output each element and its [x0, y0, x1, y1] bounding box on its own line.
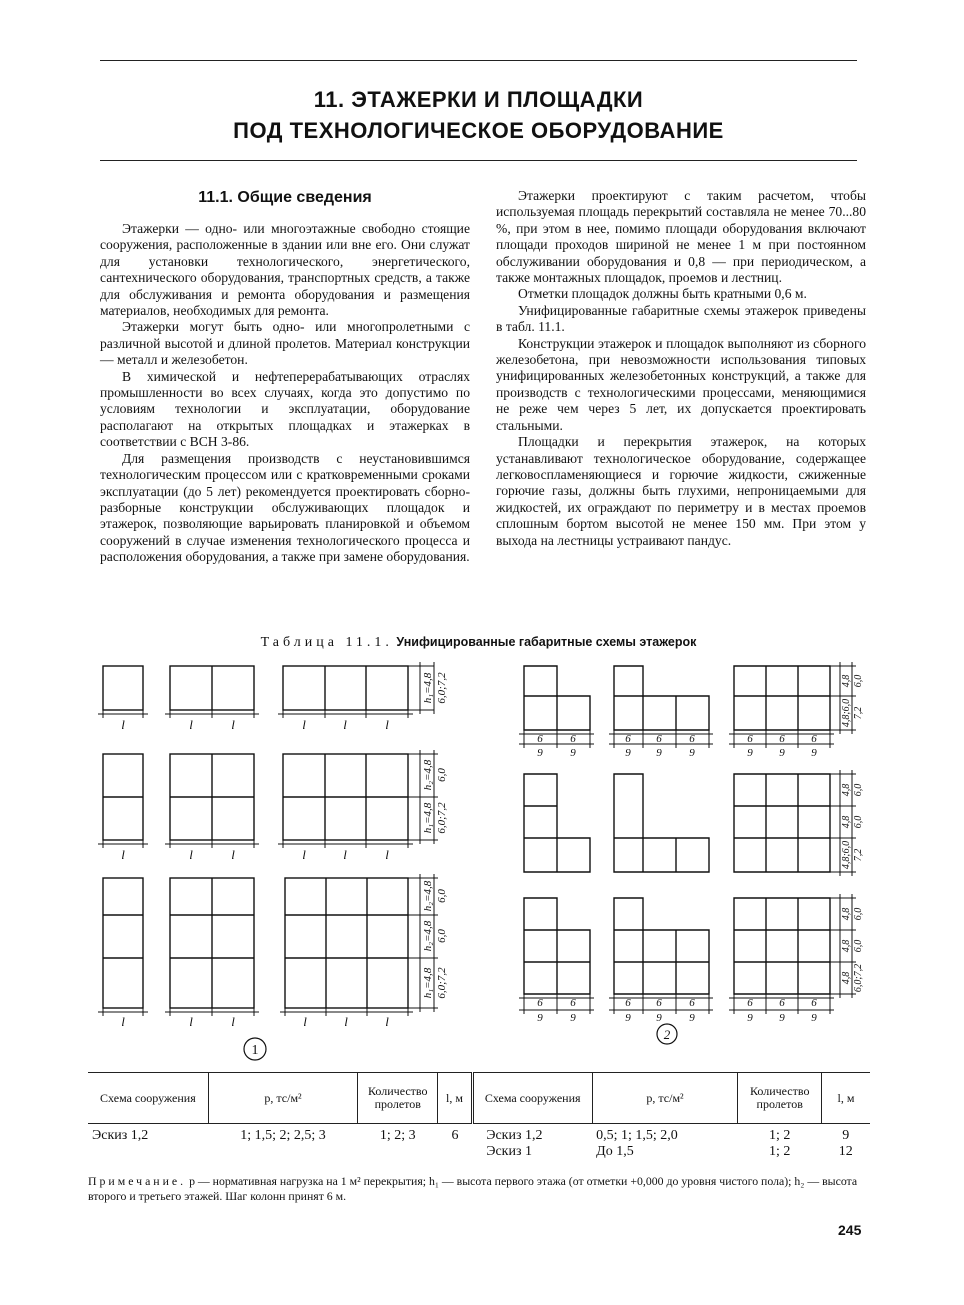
table-cell: 9 — [842, 1128, 850, 1143]
span-6-label: 6 — [747, 997, 753, 1009]
chapter-bottom-rule — [100, 160, 857, 161]
span-9-label: 9 — [625, 1012, 631, 1024]
span-6-label: 6 — [689, 997, 695, 1009]
span-label: l — [385, 717, 389, 732]
sketch-2-number: 2 — [663, 1027, 671, 1042]
span-label: l — [385, 1014, 389, 1029]
paragraph: Для размещения производств с неустановившимся технологическим процессом или с кратковременными сроками эксплуатации (до 5 лет) рекомендуется проектировать сборно-разборные конструкции обслуживающих площадок и этажерок, позволяющие варьировать планировкой и объемом сооружений в случае изменения технологического процесса и расположения оборудования, а также при замене оборудования. — [100, 450, 470, 565]
span-label: l — [343, 717, 347, 732]
span-6-label: 6 — [656, 997, 662, 1009]
schemes-table — [88, 1072, 870, 1160]
span-label: l — [302, 717, 306, 732]
table-caption-title: Унифицированные габаритные схемы этажерок — [396, 635, 697, 649]
paragraph: Этажерки проектируют с таким расчетом, чтобы используемая площадь перекрытий составляла не менее 70...80 %, при этом в нее, помимо площади оборудования включают площади проходов шириной не менее 1 м при постоянном обслуживании оборудования и 0,8 — при периодическом, а также монтажных площадок, проемов и лестниц. — [496, 188, 866, 286]
span-9-label: 9 — [570, 1012, 576, 1024]
left-column — [100, 221, 470, 566]
span-label: l — [121, 847, 125, 862]
span-9-label: 9 — [570, 747, 576, 759]
span-label: l — [343, 847, 347, 862]
top-rule — [100, 60, 857, 61]
span-6-label: 6 — [537, 997, 543, 1009]
span-9-label: 9 — [625, 747, 631, 759]
height-dimension: h₂=4,8 — [422, 759, 434, 791]
paragraph: Этажерки — одно- или многоэтажные свободно стоящие сооружения, расположенные в здании или вне его. Они служат для установки технологического, энергетического, сантехнического оборудования, транспортных средств, а также для обслуживания и ремонта оборудования и размещения материалов, необходимых для ремонта. — [100, 221, 470, 319]
table-row — [88, 1124, 870, 1145]
height-dimension: 6,0;7,2 — [436, 967, 448, 999]
table-header: l, м — [822, 1073, 870, 1124]
chapter-title-line2: ПОД ТЕХНОЛОГИЧЕСКОЕ ОБОРУДОВАНИЕ — [233, 118, 724, 143]
span-label: l — [385, 847, 389, 862]
span-9-label: 9 — [747, 747, 753, 759]
span-9-label: 9 — [537, 747, 543, 759]
paragraph: Этажерки могут быть одно- или многопролетными с различной высотой и длиной пролетов. Материал конструкции — металл и железобетон. — [100, 319, 470, 368]
span-label: l — [231, 847, 235, 862]
span-9-label: 9 — [656, 747, 662, 759]
span-9-label: 9 — [537, 1012, 543, 1024]
height-dimension: 6,0 — [853, 939, 864, 953]
sketch-1-number: 1 — [251, 1043, 259, 1058]
span-6-label: 6 — [625, 997, 631, 1009]
chapter-title-line1: 11. ЭТАЖЕРКИ И ПЛОЩАДКИ — [313, 87, 644, 112]
table-header: l, м — [438, 1073, 473, 1124]
height-dimension: 6,0 — [436, 929, 448, 943]
table-cell — [438, 1144, 473, 1160]
height-dimension: h₂=4,8 — [422, 880, 434, 912]
span-6-label: 6 — [570, 733, 576, 745]
span-9-label: 9 — [747, 1012, 753, 1024]
span-9-label: 9 — [656, 1012, 662, 1024]
span-label: l — [344, 1014, 348, 1029]
span-label: l — [189, 1014, 193, 1029]
paragraph: В химической и нефтеперерабатывающих отраслях промышленности во всех случаях, когда это допустимо по условиям технологии и эксплуатации, оборудование располагают на открытых площадках и этажерках в соответствии с ВСН 3-86. — [100, 368, 470, 450]
table-header: p, тс/м² — [592, 1073, 738, 1124]
table-header: Количество пролетов — [738, 1073, 822, 1124]
height-dimension: 6,0 — [853, 815, 864, 829]
height-dimension: 6,0 — [436, 889, 448, 903]
span-6-label: 6 — [625, 733, 631, 745]
span-label: l — [302, 847, 306, 862]
height-dimension: 4,8 — [841, 907, 852, 921]
height-dimension: 6,0;7,2 — [436, 802, 448, 834]
height-dimension: 4,8 — [841, 674, 852, 688]
table-cell: Эскиз 1,2 — [486, 1128, 543, 1143]
note-label: Примечание. — [88, 1174, 187, 1188]
span-6-label: 6 — [779, 733, 785, 745]
page-number: 245 — [838, 1222, 862, 1238]
span-6-label: 6 — [656, 733, 662, 745]
span-9-label: 9 — [779, 1012, 785, 1024]
height-dimension: 4,8 — [841, 815, 852, 829]
paragraph: Отметки площадок должны быть кратными 0,6 м. — [518, 286, 807, 302]
paragraph: Конструкции этажерок и площадок выполняют из сборного железобетона, при невозможности использования типовых унифицированных железобетонных конструкций, а также для производств с технологическими процессами, меняющимися не реже чем через 5 лет, их допускается проектировать стальными. — [496, 335, 866, 433]
section-title: 11.1. Общие сведения — [198, 189, 372, 206]
span-9-label: 9 — [779, 747, 785, 759]
table-cell: 0,5; 1; 1,5; 2,0 — [596, 1128, 678, 1143]
height-dimension: 4,8 — [841, 939, 852, 953]
span-label: l — [189, 717, 193, 732]
height-dimension: h₂=4,8 — [422, 920, 434, 952]
span-6-label: 6 — [689, 733, 695, 745]
span-label: l — [303, 1014, 307, 1029]
frame-schemes-diagram — [0, 655, 964, 1075]
height-dimension: 7,2 — [853, 848, 864, 862]
table-cell: До 1,5 — [596, 1144, 634, 1159]
height-dimension: 4,8 — [841, 971, 852, 985]
height-dimension: 6,0 — [853, 907, 864, 921]
table-note — [88, 1174, 870, 1204]
table-cell — [358, 1144, 438, 1160]
right-column — [496, 188, 866, 549]
height-dimension: 6,0 — [853, 674, 864, 688]
height-dimension: h₁=4,8 — [422, 967, 434, 999]
span-9-label: 9 — [811, 1012, 817, 1024]
height-dimension: h₁=4,8 — [422, 802, 434, 834]
table-header: Схема сооружения — [88, 1073, 208, 1124]
table-header: Количество пролетов — [358, 1073, 438, 1124]
height-dimension: 6,0 — [436, 768, 448, 782]
height-dimension: 6,0;7,2 — [436, 672, 448, 704]
table-cell: Эскиз 1,2 — [92, 1128, 149, 1143]
note-text: p — нормативная нагрузка на 1 м² перекрытия; h₁ — высота первого этажа (от отметки +0,000 до уровня чистого пола); h₂ — высота второго и третьего этажей. Шаг колонн принят 6 м. — [88, 1174, 858, 1203]
span-6-label: 6 — [811, 733, 817, 745]
table-cell: 1; 2 — [769, 1128, 791, 1143]
span-label: l — [189, 847, 193, 862]
paragraph: Унифицированные габаритные схемы этажерок приведены в табл. 11.1. — [496, 302, 866, 335]
height-dimension: 4,8;6,0 — [841, 698, 852, 728]
span-9-label: 9 — [689, 747, 695, 759]
span-6-label: 6 — [570, 997, 576, 1009]
span-label: l — [231, 717, 235, 732]
table-header: Схема сооружения — [472, 1073, 592, 1124]
table-header: p, тс/м² — [208, 1073, 357, 1124]
span-9-label: 9 — [811, 747, 817, 759]
span-label: l — [121, 717, 125, 732]
chapter-title — [100, 84, 857, 146]
span-6-label: 6 — [747, 733, 753, 745]
table-cell: 1; 1,5; 2; 2,5; 3 — [240, 1128, 326, 1143]
span-6-label: 6 — [779, 997, 785, 1009]
span-6-label: 6 — [537, 733, 543, 745]
table-cell: 1; 2 — [769, 1144, 791, 1159]
height-dimension: 6,0 — [853, 783, 864, 797]
table-cell: 1; 2; 3 — [379, 1128, 416, 1143]
table-caption-prefix: Таблица 11.1. — [260, 635, 393, 650]
height-dimension: 7,2 — [853, 706, 864, 720]
height-dimension: 6,0;7,2 — [853, 963, 864, 993]
table-cell: Эскиз 1 — [486, 1144, 532, 1159]
table-row — [88, 1144, 870, 1160]
span-label: l — [121, 1014, 125, 1029]
table-cell — [208, 1144, 357, 1160]
span-9-label: 9 — [689, 1012, 695, 1024]
paragraph: Площадки и перекрытия этажерок, на которых устанавливают технологическое оборудование, содержащее легковоспламеняющиеся и горючие жидкости, сжиженные горючие газы, должны быть глухими, непроницаемыми для жидкостей, их ограждают по периметру и в местах проемов сплошным бортом высотой не менее 150 мм. При этом у выхода на лестницы устраивают пандус. — [496, 434, 866, 548]
table-cell — [88, 1144, 208, 1160]
height-dimension: 4,8;6,0 — [841, 840, 852, 870]
table-header-row — [88, 1073, 870, 1124]
height-dimension: 4,8 — [841, 783, 852, 797]
table-cell: 6 — [451, 1128, 459, 1143]
table-cell: 12 — [838, 1144, 853, 1159]
height-dimension: h₁=4,8 — [422, 672, 434, 704]
span-label: l — [231, 1014, 235, 1029]
span-6-label: 6 — [811, 997, 817, 1009]
table-caption — [100, 635, 857, 651]
